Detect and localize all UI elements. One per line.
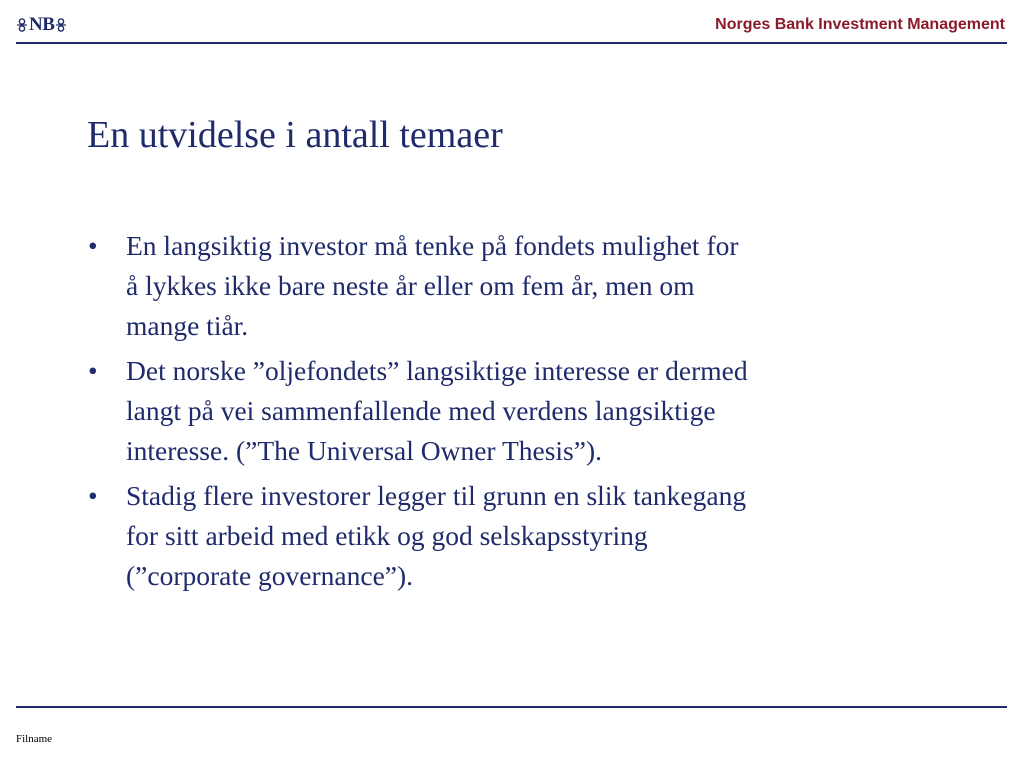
bullet-line: mange tiår. <box>126 310 249 341</box>
bullet-marker: • <box>88 230 98 261</box>
bullet-marker: • <box>88 480 98 511</box>
bullet-line: å lykkes ikke bare neste år eller om fem år, men om <box>126 270 695 301</box>
bullet-item <box>88 226 948 346</box>
bullet-line: interesse. (”The Universal Owner Thesis”). <box>126 435 602 466</box>
slide-title: En utvidelse i antall temaer <box>87 114 503 156</box>
brand-name: Norges Bank Investment Management <box>715 16 1005 33</box>
ornament-right-icon <box>55 18 67 32</box>
bullet-line: for sitt arbeid med etikk og god selskapsstyring <box>126 520 648 551</box>
bullet-line: (”corporate governance”). <box>126 560 414 591</box>
bullet-line: En langsiktig investor må tenke på fondets mulighet for <box>126 230 739 261</box>
bullet-item <box>88 476 948 596</box>
footer-filename: Filname <box>16 733 53 745</box>
bullet-line: Stadig flere investorer legger til grunn en slik tankegang <box>126 480 747 511</box>
bullet-line: Det norske ”oljefondets” langsiktige interesse er dermed <box>126 355 748 386</box>
bullet-line: langt på vei sammenfallende med verdens langsiktige <box>126 395 716 426</box>
footer-divider <box>16 706 1007 708</box>
bullet-list <box>88 226 948 601</box>
header-divider <box>16 42 1007 44</box>
nb-logo <box>16 14 67 36</box>
ornament-left-icon <box>16 18 28 32</box>
logo-letters: NB <box>29 14 55 35</box>
bullet-item <box>88 351 948 471</box>
bullet-marker: • <box>88 355 98 386</box>
